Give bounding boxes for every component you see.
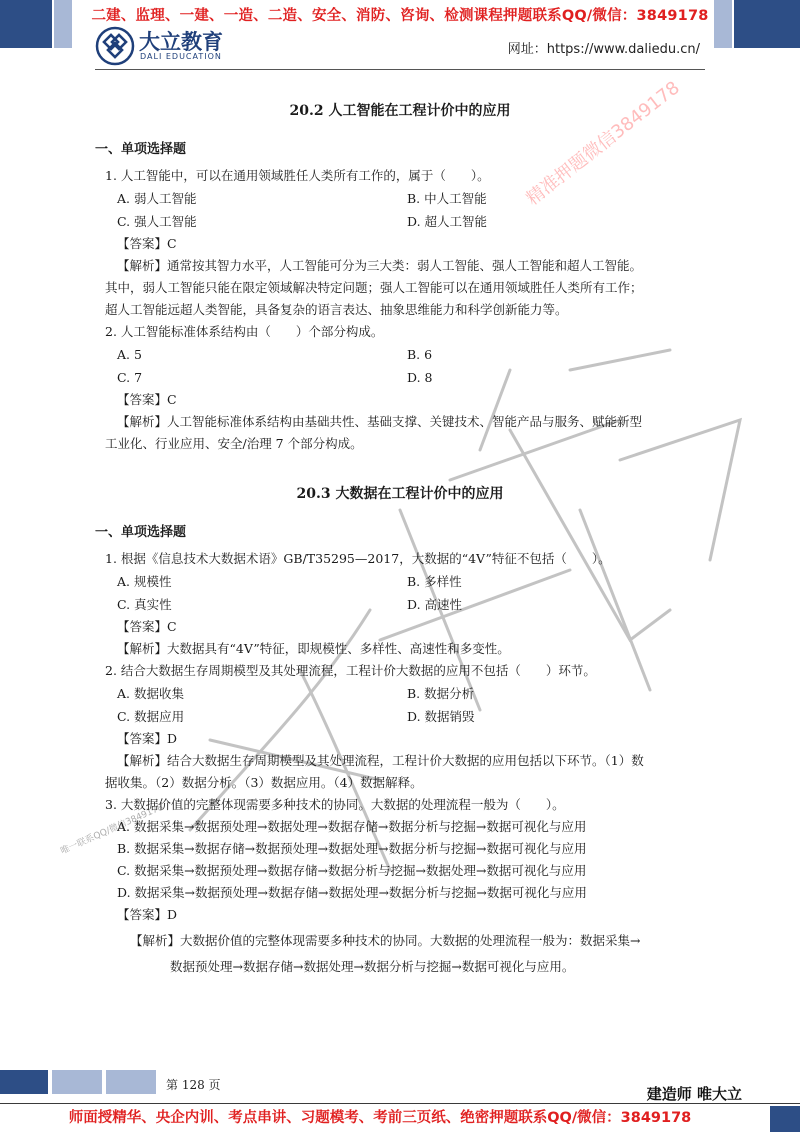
option-b: B. 中人工智能	[407, 191, 487, 206]
footer-divider	[0, 1103, 800, 1104]
bottom-ad-banner: 师面授精华、央企内训、考点串讲、习题模考、考前三页纸、绝密押题联系QQ/微信：3849178	[68, 1110, 692, 1126]
footer-block-light	[52, 1070, 102, 1094]
option-d: D. 高速性	[407, 597, 463, 612]
logo-text-cn: 大立教育	[139, 30, 223, 54]
option-grid	[95, 343, 705, 389]
answer: 【答案】C	[117, 392, 177, 407]
question-stem: 2. 结合大数据生存周期模型及其处理流程，工程计价大数据的应用不包括（ ）环节。	[105, 663, 596, 678]
footer-block-light	[106, 1070, 156, 1094]
part-title: 一、单项选择题	[95, 142, 187, 157]
option-grid	[95, 187, 705, 233]
diagonal-watermark: 精准押题微信3849178	[522, 77, 684, 210]
footer-corner-block	[770, 1106, 800, 1132]
option-b: B. 数据分析	[407, 686, 475, 701]
question-stem: 1. 人工智能中，可以在通用领域胜任人类所有工作的，属于（ ）。	[105, 168, 490, 183]
option-c: C. 强人工智能	[117, 214, 197, 229]
option-grid	[95, 570, 705, 616]
analysis-line: 工业化、行业应用、安全/治理 7 个部分构成。	[105, 436, 363, 451]
logo-text-en: DALI EDUCATION	[140, 52, 222, 61]
option-b: B. 数据采集→数据存储→数据预处理→数据处理→数据分析与挖掘→数据可视化与应用	[117, 841, 587, 856]
analysis-line: 【解析】人工智能标准体系结构由基础共性、基础支撑、关键技术、智能产品与服务、赋能新型	[117, 414, 643, 429]
option-d: D. 8	[407, 370, 433, 385]
analysis-line: 【解析】通常按其智力水平，人工智能可分为三大类：弱人工智能、强人工智能和超人工智能。	[117, 258, 643, 273]
option-grid	[95, 682, 705, 728]
answer: 【答案】D	[117, 731, 178, 746]
footer-slogan: 建造师 唯大立	[646, 1085, 742, 1103]
option-a: A. 5	[117, 347, 142, 362]
option-c: C. 数据应用	[117, 709, 185, 724]
option-d: D. 数据采集→数据预处理→数据存储→数据处理→数据分析与挖掘→数据可视化与应用	[117, 885, 587, 900]
logo-emblem-icon	[95, 26, 135, 66]
analysis-line: 据收集。（2）数据分析。（3）数据应用。（4）数据解释。	[105, 775, 423, 790]
option-b: B. 多样性	[407, 574, 462, 589]
option-a: A. 数据收集	[117, 686, 184, 701]
option-c: C. 数据采集→数据预处理→数据存储→数据分析与挖掘→数据处理→数据可视化与应用	[117, 863, 587, 878]
option-b: B. 6	[407, 347, 433, 362]
option-a: A. 弱人工智能	[117, 191, 197, 206]
answer: 【答案】C	[117, 236, 177, 251]
footer-block	[0, 1070, 48, 1094]
analysis-line: 【解析】结合大数据生存周期模型及其处理流程，工程计价大数据的应用包括以下环节。（1）数	[117, 753, 644, 768]
header-divider	[95, 69, 705, 70]
website-url[interactable]: 网址：https://www.daliedu.cn/	[507, 42, 700, 57]
analysis-line: 其中，弱人工智能只能在限定领域解决特定问题；强人工智能可以在通用领域胜任人类所有工作；	[105, 280, 643, 295]
answer: 【答案】D	[117, 907, 178, 922]
document-body	[95, 90, 705, 978]
section-title: 20.2 人工智能在工程计价中的应用	[289, 103, 511, 119]
option-d: D. 超人工智能	[407, 214, 488, 229]
analysis-line: 【解析】大数据具有“4V”特征，即规模性、多样性、高速性和多变性。	[117, 641, 510, 656]
page-number: 第 128 页	[166, 1078, 221, 1092]
analysis-line: 超人工智能远超人类智能，具备复杂的语言表达、抽象思维能力和科学创新能力等。	[105, 302, 568, 317]
option-d: D. 数据销毁	[407, 709, 475, 724]
part-title: 一、单项选择题	[95, 525, 187, 540]
analysis-line: 【解析】大数据价值的完整体现需要多种技术的协同。大数据的处理流程一般为：数据采集→	[130, 933, 641, 948]
option-c: C. 7	[117, 370, 143, 385]
option-a: A. 数据采集→数据预处理→数据处理→数据存储→数据分析与挖掘→数据可视化与应用	[117, 819, 587, 834]
option-a: A. 规模性	[117, 574, 172, 589]
top-ad-banner: 二建、监理、一建、一造、二造、安全、消防、咨询、检测课程押题联系QQ/微信：3849178	[91, 8, 709, 24]
analysis-line: 数据预处理→数据存储→数据处理→数据分析与挖掘→数据可视化与应用。	[170, 959, 575, 974]
question-stem: 1. 根据《信息技术大数据术语》GB/T35295—2017，大数据的“4V”特征不包括（ ）。	[105, 551, 611, 566]
section-title: 20.3 大数据在工程计价中的应用	[296, 486, 504, 502]
question-stem: 2. 人工智能标准体系结构由（ ）个部分构成。	[105, 324, 384, 339]
question-stem: 3. 大数据价值的完整体现需要多种技术的协同。大数据的处理流程一般为（ ）。	[105, 797, 565, 812]
option-c: C. 真实性	[117, 597, 172, 612]
answer: 【答案】C	[117, 619, 177, 634]
small-watermark: 唯一联系QQ/微信3849178	[59, 802, 165, 857]
